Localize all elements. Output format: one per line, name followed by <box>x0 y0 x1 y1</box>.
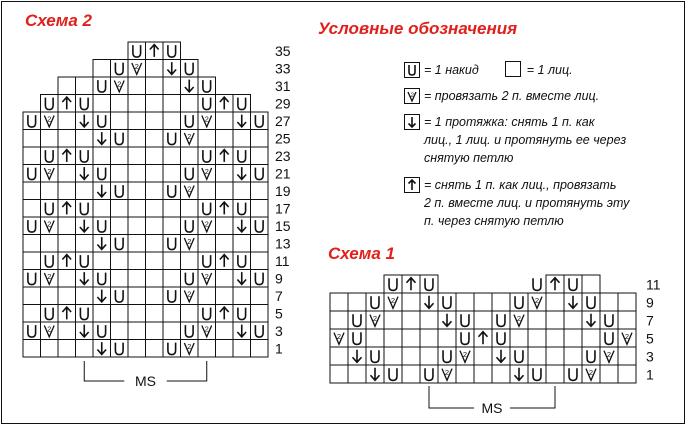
stitch-cell <box>456 293 474 311</box>
yarn-over-icon <box>371 296 379 308</box>
svg-text:2: 2 <box>516 313 522 323</box>
stitch-cell <box>528 311 546 329</box>
k2tog-icon <box>460 350 470 362</box>
stitch-cell <box>600 293 618 311</box>
row-number: 13 <box>275 235 291 252</box>
svg-text:2: 2 <box>47 167 52 177</box>
svg-text:2: 2 <box>187 237 192 247</box>
stitch-cell <box>564 347 582 365</box>
yarn-over-icon <box>497 314 505 326</box>
stitch-cell <box>546 347 564 365</box>
legend-knit-text: = 1 лиц. <box>526 63 573 77</box>
stitch-cell <box>420 347 438 365</box>
sk2po-icon <box>479 332 488 345</box>
row-number: 25 <box>275 130 291 147</box>
row-number: 5 <box>275 305 283 322</box>
yarn-over-icon <box>353 332 361 344</box>
row-number: 7 <box>275 288 283 304</box>
stitch-cell <box>384 311 402 329</box>
stitch-cell <box>546 329 564 347</box>
stitch-cell <box>456 365 474 383</box>
stitch-cell <box>474 293 492 311</box>
stitch-cell <box>420 329 438 347</box>
stitch-cell <box>528 329 546 347</box>
stitch-cell <box>474 365 492 383</box>
stitch-cell <box>348 365 366 383</box>
legend-skpo-text: = 1 протяжка: снять 1 п. как лиц., 1 лиц. и протянуть ее через снятую петлю <box>424 115 627 165</box>
yarn-over-icon <box>425 368 433 380</box>
skpo-icon <box>443 314 452 327</box>
row-number: 1 <box>275 340 283 357</box>
stitch-cell <box>330 365 348 383</box>
skpo-icon <box>425 296 434 309</box>
svg-text:2: 2 <box>187 132 192 142</box>
yarn-over-icon <box>569 278 577 290</box>
svg-text:2: 2 <box>187 289 192 299</box>
row-number: 1 <box>646 366 654 383</box>
stitch-cell <box>564 311 582 329</box>
ms-label: MS <box>481 400 503 416</box>
stitch-cell <box>384 329 402 347</box>
skpo-icon <box>587 314 596 327</box>
svg-text:2: 2 <box>444 367 450 377</box>
svg-text:2: 2 <box>47 219 52 229</box>
row-number: 27 <box>275 113 291 129</box>
skpo-icon <box>353 350 362 363</box>
yarn-over-icon <box>569 368 577 380</box>
legend-yarn-over-text: = 1 накид <box>424 63 479 77</box>
k2tog-icon <box>442 368 452 380</box>
ms-label: MS <box>135 373 156 389</box>
stitch-cell <box>600 365 618 383</box>
stitch-cell <box>402 365 420 383</box>
svg-text:2: 2 <box>204 324 209 334</box>
row-number: 15 <box>275 218 291 234</box>
stitch-cell <box>330 293 348 311</box>
svg-text:2: 2 <box>390 295 396 305</box>
svg-text:2: 2 <box>588 367 594 377</box>
k2tog-icon <box>586 368 596 380</box>
row-number: 3 <box>275 323 283 339</box>
row-number: 7 <box>646 312 654 329</box>
row-number: 35 <box>275 43 291 59</box>
legend-k2tog-text: = провязать 2 п. вместе лиц. <box>424 89 600 103</box>
stitch-cell <box>384 347 402 365</box>
legend-sk2po-text: = снять 1 п. как лиц., провязать 2 п. вместе лиц. и протянуть эту п. через снятую петлю <box>424 178 630 228</box>
yarn-over-icon <box>353 314 361 326</box>
row-number: 17 <box>275 200 291 217</box>
k2tog-icon <box>388 296 398 308</box>
k2tog-icon <box>334 332 344 344</box>
yarn-over-icon <box>515 296 523 308</box>
skpo-icon <box>497 350 506 363</box>
stitch-cell <box>330 311 348 329</box>
yarn-over-icon <box>389 368 397 380</box>
svg-text:2: 2 <box>117 79 122 89</box>
scheme1-title: Схема 1 <box>328 244 395 263</box>
svg-text:2: 2 <box>606 349 612 359</box>
svg-text:2: 2 <box>624 331 630 341</box>
stitch-cell <box>582 275 600 293</box>
yarn-over-icon <box>461 314 469 326</box>
svg-text:2: 2 <box>410 93 414 99</box>
stitch-cell <box>330 347 348 365</box>
row-number: 29 <box>275 95 291 112</box>
sk2po-icon <box>551 278 560 291</box>
svg-text:2: 2 <box>336 331 342 341</box>
row-number: 11 <box>275 253 290 269</box>
skpo-icon <box>569 296 578 309</box>
svg-text:2: 2 <box>204 272 209 282</box>
stitch-cell <box>564 329 582 347</box>
svg-text:2: 2 <box>204 219 209 229</box>
stitch-cell <box>402 311 420 329</box>
svg-text:2: 2 <box>204 114 209 124</box>
stitch-cell <box>420 311 438 329</box>
stitch-cell <box>438 329 456 347</box>
svg-text:2: 2 <box>47 114 52 124</box>
stitch-cell <box>402 347 420 365</box>
k2tog-icon <box>370 314 380 326</box>
row-number: 5 <box>646 330 654 347</box>
row-number: 3 <box>646 348 654 365</box>
stitch-cell <box>618 311 636 329</box>
stitch-cell <box>348 293 366 311</box>
yarn-over-icon <box>605 332 613 344</box>
stitch-cell <box>618 293 636 311</box>
stitch-cell <box>618 347 636 365</box>
stitch-cell <box>546 311 564 329</box>
skpo-icon <box>371 368 380 381</box>
yarn-over-icon <box>425 278 433 290</box>
svg-text:2: 2 <box>204 167 209 177</box>
sk2po-icon <box>407 278 416 291</box>
k2tog-icon <box>622 332 632 344</box>
svg-text:2: 2 <box>187 184 192 194</box>
svg-text:2: 2 <box>534 295 540 305</box>
stitch-cell <box>546 293 564 311</box>
scheme2-title: Схема 2 <box>25 11 92 30</box>
stitch-cell <box>474 311 492 329</box>
stitch-cell <box>402 293 420 311</box>
stitch-cell <box>492 293 510 311</box>
row-number: 9 <box>646 294 654 311</box>
svg-text:2: 2 <box>372 313 378 323</box>
yarn-over-icon <box>533 278 541 290</box>
stitch-cell <box>366 329 384 347</box>
row-number: 33 <box>275 60 291 77</box>
yarn-over-icon <box>443 350 451 362</box>
svg-text:2: 2 <box>187 342 192 352</box>
yarn-over-icon <box>587 296 595 308</box>
yarn-over-icon <box>587 350 595 362</box>
yarn-over-icon <box>533 368 541 380</box>
legend-title: Условные обозначения <box>318 19 518 38</box>
yarn-over-icon <box>461 332 469 344</box>
row-number: 23 <box>275 148 291 164</box>
yarn-over-icon <box>497 332 505 344</box>
stitch-cell <box>402 329 420 347</box>
yarn-over-icon <box>443 296 451 308</box>
row-number: 11 <box>646 276 661 293</box>
stitch-cell <box>528 347 546 365</box>
svg-text:2: 2 <box>47 324 52 334</box>
k2tog-icon <box>514 314 524 326</box>
row-number: 31 <box>275 78 291 94</box>
svg-text:2: 2 <box>134 62 139 72</box>
stitch-cell <box>582 329 600 347</box>
skpo-icon <box>515 368 524 381</box>
k2tog-icon <box>532 296 542 308</box>
svg-text:2: 2 <box>462 349 468 359</box>
stitch-cell <box>618 365 636 383</box>
svg-text:2: 2 <box>47 272 52 282</box>
row-number: 19 <box>275 183 291 199</box>
k2tog-icon <box>604 350 614 362</box>
stitch-cell <box>474 347 492 365</box>
yarn-over-icon <box>389 278 397 290</box>
stitch-cell <box>492 365 510 383</box>
row-number: 9 <box>275 270 283 287</box>
yarn-over-icon <box>515 350 523 362</box>
row-number: 21 <box>275 165 291 182</box>
yarn-over-icon <box>371 350 379 362</box>
stitch-cell <box>546 365 564 383</box>
yarn-over-icon <box>605 314 613 326</box>
stitch-cell <box>510 329 528 347</box>
